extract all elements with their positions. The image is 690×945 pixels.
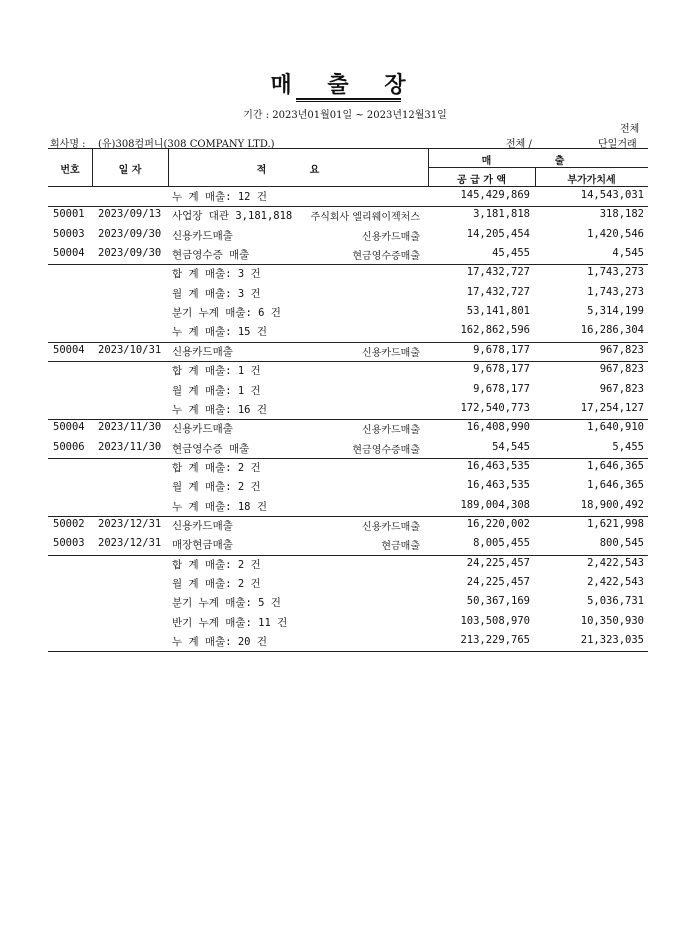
filter-all-top: 전체 xyxy=(620,124,640,135)
row-description: 매장현금매출 xyxy=(172,539,233,552)
row-date: 2023/09/13 xyxy=(98,208,162,221)
row-vat-amount: 2,422,543 xyxy=(587,576,644,588)
row-supply-amount: 14,205,454 xyxy=(466,227,530,240)
row-vat-amount: 1,743,273 xyxy=(587,285,644,298)
row-description: 월 계 매출: 3 건 xyxy=(172,287,261,300)
row-description: 합 계 매출: 1 건 xyxy=(172,365,261,378)
row-vat-amount: 800,545 xyxy=(599,537,644,550)
row-vat-amount: 967,823 xyxy=(599,382,644,395)
row-number: 50001 xyxy=(53,208,85,221)
row-description: 신용카드매출 xyxy=(172,519,233,532)
row-supply-amount: 9,678,177 xyxy=(473,382,530,395)
row-vat-amount: 1,420,546 xyxy=(587,227,644,240)
subtotal-row xyxy=(48,555,648,574)
row-counterparty: 신용카드매출 xyxy=(362,425,420,437)
title-underline-thin xyxy=(296,101,401,102)
row-separator-line xyxy=(48,651,648,652)
row-description: 분기 누계 매출: 6 건 xyxy=(172,307,281,320)
subtotal-row xyxy=(48,477,648,496)
row-supply-amount: 145,429,869 xyxy=(460,189,530,201)
row-description: 신용카드매출 xyxy=(172,423,233,436)
subtotal-row xyxy=(48,497,648,516)
row-number: 50003 xyxy=(53,227,85,240)
row-description: 누 계 매출: 18 건 xyxy=(172,500,267,513)
row-vat-amount: 14,543,031 xyxy=(580,189,644,201)
row-supply-amount: 162,862,596 xyxy=(460,324,530,337)
subtotal-row xyxy=(48,284,648,303)
row-description: 합 계 매출: 3 건 xyxy=(172,268,261,281)
row-supply-amount: 45,455 xyxy=(492,247,530,260)
row-description: 월 계 매출: 1 건 xyxy=(172,384,261,397)
row-supply-amount: 24,225,457 xyxy=(466,556,530,569)
row-supply-amount: 189,004,308 xyxy=(460,498,530,511)
subtotal-row xyxy=(48,322,648,341)
subtotal-row xyxy=(48,632,648,651)
company-name: (유)308컴퍼니(308 COMPANY LTD.) xyxy=(98,139,275,150)
row-number: 50004 xyxy=(53,343,85,356)
header-date: 일 자 xyxy=(118,165,142,176)
row-vat-amount: 17,254,127 xyxy=(580,401,644,414)
row-supply-amount: 16,463,535 xyxy=(466,479,530,492)
row-description: 누 계 매출: 15 건 xyxy=(172,326,267,339)
row-date: 2023/10/31 xyxy=(98,343,162,356)
row-counterparty: 주식회사 엘리웨이젝처스 xyxy=(310,212,420,224)
table-row xyxy=(48,226,648,245)
title-underline xyxy=(296,98,401,100)
row-vat-amount: 21,323,035 xyxy=(580,634,644,647)
row-supply-amount: 16,463,535 xyxy=(466,459,530,472)
row-vat-amount: 2,422,543 xyxy=(587,556,644,569)
row-description: 현금영수증 매출 xyxy=(172,249,250,262)
row-description: 신용카드매출 xyxy=(172,229,233,242)
table-row xyxy=(48,245,648,264)
subtotal-row xyxy=(48,361,648,380)
row-supply-amount: 50,367,169 xyxy=(466,595,530,608)
subtotal-row xyxy=(48,400,648,419)
row-description: 현금영수증 매출 xyxy=(172,442,250,455)
table-row xyxy=(48,419,648,438)
row-vat-amount: 1,640,910 xyxy=(587,421,644,434)
row-supply-amount: 8,005,455 xyxy=(473,537,530,550)
header-sales: 매 출 xyxy=(481,156,595,167)
header-supply: 공 급 가 액 xyxy=(456,175,507,186)
row-supply-amount: 17,432,727 xyxy=(466,266,530,279)
report-period: 기간 : 2023년01월01일 ~ 2023년12월31일 xyxy=(243,110,447,121)
row-supply-amount: 213,229,765 xyxy=(460,634,530,647)
row-vat-amount: 1,646,365 xyxy=(587,479,644,492)
row-description: 신용카드매출 xyxy=(172,345,233,358)
filter-single: 단일거래 xyxy=(598,139,637,150)
header-top-line xyxy=(48,148,648,149)
subtotal-row xyxy=(48,303,648,322)
row-date: 2023/12/31 xyxy=(98,537,162,550)
row-supply-amount: 16,220,002 xyxy=(466,517,530,530)
filter-all: 전체 / xyxy=(506,139,532,150)
row-counterparty: 현금영수증매출 xyxy=(352,444,420,456)
row-vat-amount: 16,286,304 xyxy=(580,324,644,337)
row-number: 50006 xyxy=(53,440,85,453)
report-title: 매 출 장 xyxy=(270,72,420,98)
header-vat: 부가가치세 xyxy=(567,175,616,186)
row-counterparty: 현금영수증매출 xyxy=(352,251,420,263)
row-description: 누 계 매출: 12 건 xyxy=(172,191,267,203)
row-supply-amount: 103,508,970 xyxy=(460,614,530,627)
row-description: 합 계 매출: 2 건 xyxy=(172,558,261,571)
row-vat-amount: 5,314,199 xyxy=(587,305,644,318)
row-supply-amount: 172,540,773 xyxy=(460,401,530,414)
row-description: 누 계 매출: 20 건 xyxy=(172,636,267,649)
row-vat-amount: 318,182 xyxy=(599,208,644,221)
row-description: 분기 누계 매출: 5 건 xyxy=(172,597,281,610)
row-date: 2023/11/30 xyxy=(98,440,162,453)
row-vat-amount: 18,900,492 xyxy=(580,498,644,511)
row-vat-amount: 967,823 xyxy=(599,363,644,376)
row-number: 50002 xyxy=(53,517,85,530)
table-row xyxy=(48,516,648,535)
row-date: 2023/11/30 xyxy=(98,421,162,434)
row-supply-amount: 17,432,727 xyxy=(466,285,530,298)
row-date: 2023/09/30 xyxy=(98,227,162,240)
subtotal-row xyxy=(48,574,648,593)
subtotal-row xyxy=(48,264,648,283)
row-description: 월 계 매출: 2 건 xyxy=(172,481,261,494)
row-counterparty: 신용카드매출 xyxy=(362,231,420,243)
row-counterparty: 신용카드매출 xyxy=(362,347,420,359)
subtotal-row xyxy=(48,613,648,632)
row-description: 누 계 매출: 16 건 xyxy=(172,403,267,416)
row-vat-amount: 1,621,998 xyxy=(587,517,644,530)
header-mid-line xyxy=(428,167,648,168)
row-counterparty: 신용카드매출 xyxy=(362,521,420,533)
subtotal-row xyxy=(48,593,648,612)
row-vat-amount: 5,036,731 xyxy=(587,595,644,608)
row-description: 사업장 대관 3,181,818 xyxy=(172,210,293,223)
subtotal-row xyxy=(48,381,648,400)
row-vat-amount: 4,545 xyxy=(612,247,644,260)
row-date: 2023/12/31 xyxy=(98,517,162,530)
header-desc: 적 요 xyxy=(256,165,340,176)
row-number: 50004 xyxy=(53,421,85,434)
row-supply-amount: 53,141,801 xyxy=(466,305,530,318)
row-supply-amount: 9,678,177 xyxy=(473,343,530,356)
row-supply-amount: 54,545 xyxy=(492,440,530,453)
subtotal-row xyxy=(48,187,648,206)
row-vat-amount: 967,823 xyxy=(599,343,644,356)
table-row xyxy=(48,535,648,554)
row-description: 합 계 매출: 2 건 xyxy=(172,461,261,474)
table-row xyxy=(48,342,648,361)
row-supply-amount: 16,408,990 xyxy=(466,421,530,434)
row-supply-amount: 9,678,177 xyxy=(473,363,530,376)
row-number: 50003 xyxy=(53,537,85,550)
row-supply-amount: 3,181,818 xyxy=(473,208,530,221)
table-row xyxy=(48,206,648,225)
row-counterparty: 현금매출 xyxy=(381,541,420,553)
row-vat-amount: 5,455 xyxy=(612,440,644,453)
header-no: 번호 xyxy=(60,165,80,176)
row-vat-amount: 10,350,930 xyxy=(580,614,644,627)
row-supply-amount: 24,225,457 xyxy=(466,576,530,588)
row-vat-amount: 1,646,365 xyxy=(587,459,644,472)
row-number: 50004 xyxy=(53,247,85,260)
row-vat-amount: 1,743,273 xyxy=(587,266,644,279)
row-description: 반기 누계 매출: 11 건 xyxy=(172,616,288,629)
subtotal-row xyxy=(48,458,648,477)
table-row xyxy=(48,439,648,458)
row-date: 2023/09/30 xyxy=(98,247,162,260)
company-label: 회사명 : xyxy=(50,139,86,150)
row-description: 월 계 매출: 2 건 xyxy=(172,578,261,590)
